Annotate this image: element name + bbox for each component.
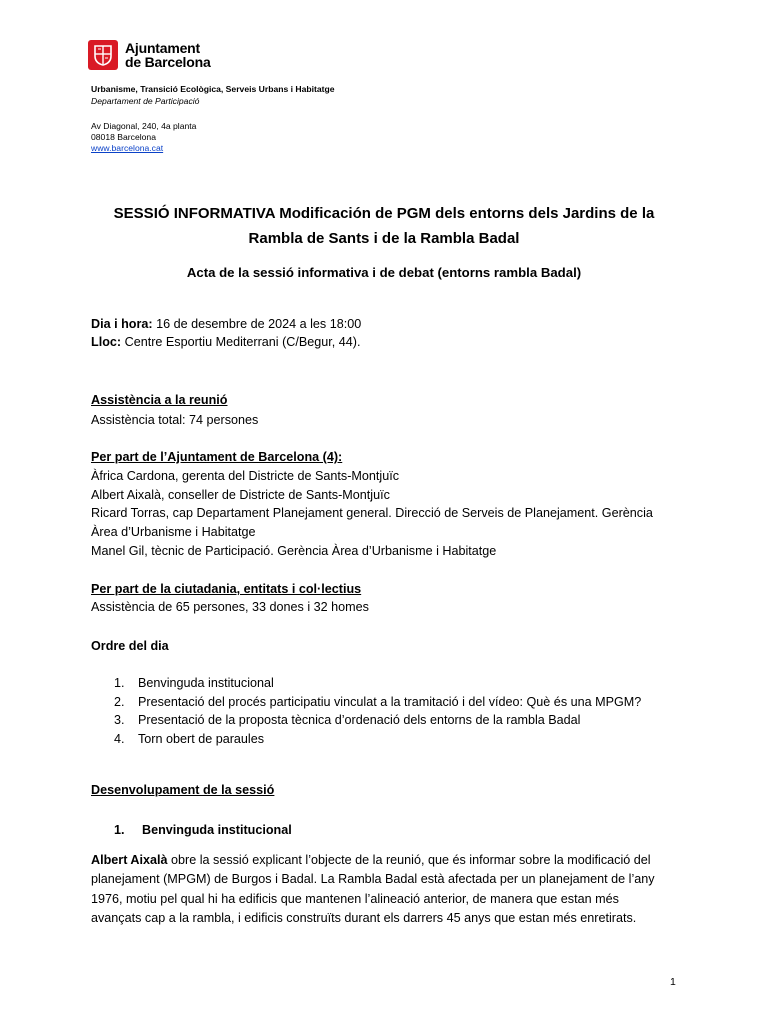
address-line-2: 08018 Barcelona (91, 132, 156, 142)
paragraph-line: 1976, motiu pel qual hi ha edificis que mantenen l’alineació anterior, de manera que estan més (91, 891, 619, 906)
meeting-place (91, 333, 691, 351)
place-label: Lloc: (91, 335, 122, 349)
agenda-item (91, 730, 641, 749)
page-number: 1 (670, 976, 676, 988)
agenda-item (91, 674, 641, 693)
document-title-line-2: Rambla de Sants i de la Rambla Badal (248, 230, 520, 247)
agenda-item-number: 2. (114, 694, 125, 709)
council-member: Manel Gil, tècnic de Participació. Gerència Àrea d’Urbanisme i Habitatge (91, 544, 497, 558)
section-1-heading (114, 821, 714, 839)
paragraph-line: avançats cap a la rambla, i edificis construïts durant els darrers 45 anys que estan més enretirats. (91, 911, 637, 926)
agenda-item (91, 693, 641, 712)
website-row (91, 143, 163, 155)
agenda-item-text: Torn obert de paraules (138, 731, 265, 746)
date-value: 16 de desembre de 2024 a les 18:00 (152, 317, 362, 331)
logo-line-2: de Barcelona (125, 54, 211, 70)
agenda-item-number: 4. (114, 731, 125, 746)
section-1-title: Benvinguda institucional (142, 823, 292, 837)
paragraph-line: planejament (MPGM) de Burgos i Badal. La Rambla Badal està afectada per un planejament de l’any (91, 872, 655, 887)
logo-line-1: Ajuntament (125, 40, 201, 56)
agenda-item-text: Presentació del procés participatiu vinculat a la tramitació i del vídeo: Què és una MPGM? (138, 694, 642, 709)
barcelona-shield-icon (88, 40, 118, 70)
speaker-name: Albert Aixalà (91, 853, 168, 867)
department-main: Urbanisme, Transició Ecològica, Serveis Urbans i Habitatge (91, 84, 335, 94)
department-sub: Departament de Participació (91, 96, 200, 106)
citizens-heading: Per part de la ciutadania, entitats i col·lectius (91, 582, 362, 596)
agenda-item-number: 3. (114, 713, 125, 728)
website-link[interactable]: www.barcelona.cat (91, 143, 164, 153)
development-heading: Desenvolupament de la sessió (91, 783, 275, 797)
document-subtitle: Acta de la sessió informativa i de debat (entorns rambla Badal) (186, 265, 582, 280)
ajuntament-logo (88, 40, 211, 70)
place-value: Centre Esportiu Mediterrani (C/Begur, 44). (121, 335, 361, 349)
meeting-date (91, 315, 691, 333)
section-1-number: 1. (114, 823, 125, 837)
council-heading: Per part de l’Ajuntament de Barcelona (4): (91, 450, 343, 464)
council-member-continued: Àrea d’Urbanisme i Habitatge (91, 525, 256, 539)
agenda-item-text: Presentació de la proposta tècnica d’ordenació dels entorns de la rambla Badal (138, 713, 581, 728)
paragraph-text: obre la sessió explicant l’objecte de la reunió, que és informar sobre la modificació del (167, 853, 651, 867)
agenda-item (91, 711, 641, 730)
agenda-item-text: Benvinguda institucional (138, 676, 274, 690)
council-member: Àfrica Cardona, gerenta del Districte de Sants-Montjuïc (91, 469, 399, 483)
council-member: Ricard Torras, cap Departament Planejament general. Direcció de Serveis de Planejament. Gerència (91, 506, 653, 520)
agenda-item-number: 1. (114, 676, 125, 690)
document-title-line-1: SESSIÓ INFORMATIVA Modificación de PGM dels entorns dels Jardins de la (113, 205, 655, 222)
development-paragraph (91, 851, 691, 929)
agenda-list (91, 674, 641, 748)
date-label: Dia i hora: (91, 317, 153, 331)
council-member: Albert Aixalà, conseller de Districte de Sants-Montjuïc (91, 488, 390, 502)
attendance-heading: Assistència a la reunió (91, 393, 228, 407)
address-line-1: Av Diagonal, 240, 4a planta (91, 121, 197, 131)
paragraph-line (91, 851, 691, 870)
citizens-text: Assistència de 65 persones, 33 dones i 32 homes (91, 600, 369, 614)
agenda-heading: Ordre del dia (91, 639, 169, 653)
attendance-total: Assistència total: 74 persones (91, 413, 259, 427)
logo-wordmark (125, 41, 211, 69)
